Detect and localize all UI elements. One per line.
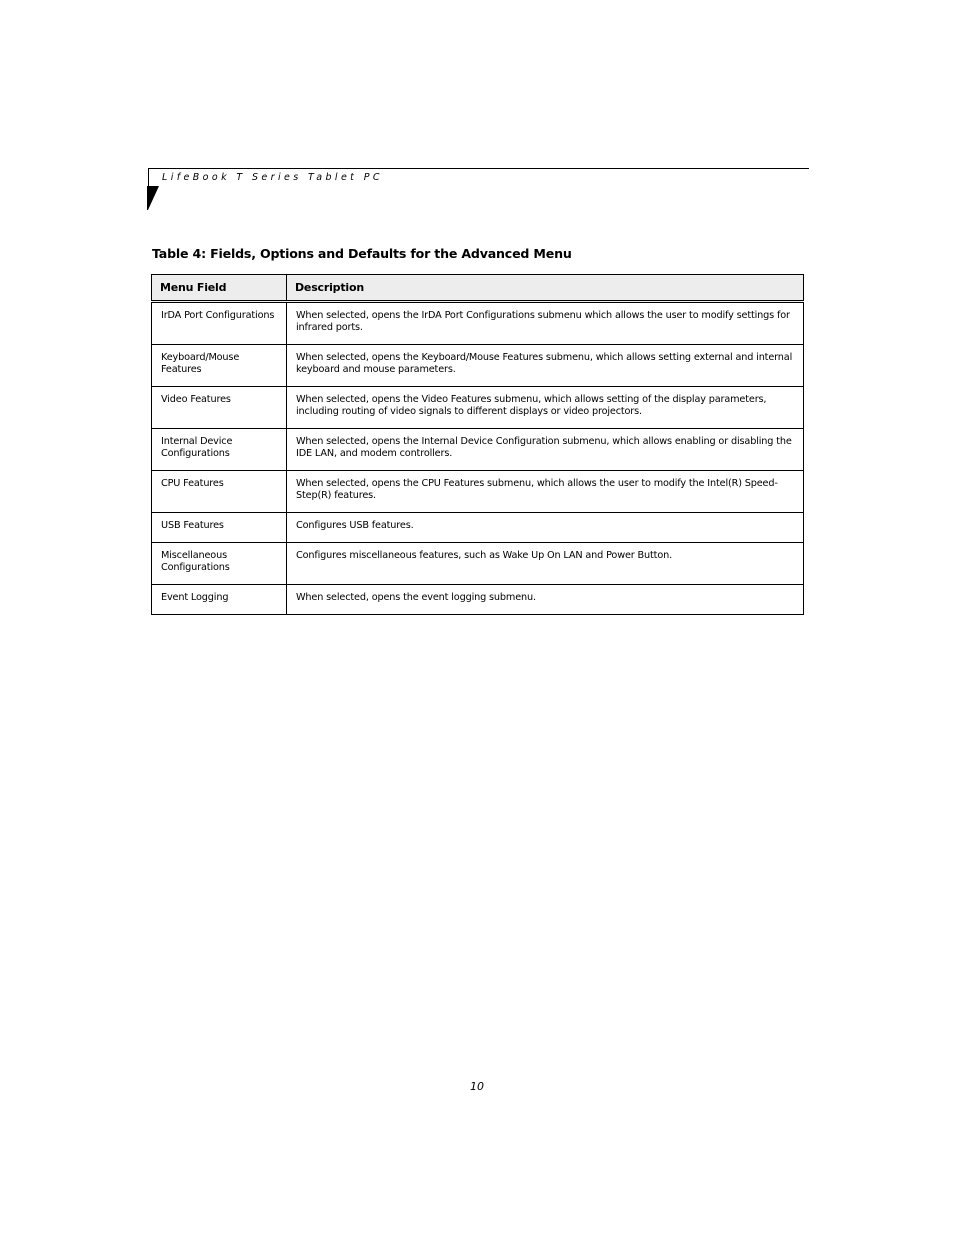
header-rule — [148, 168, 809, 169]
menu-field-cell: Video Features — [152, 387, 287, 429]
table-row — [152, 513, 804, 543]
description-cell: When selected, opens the Video Features submenu, which allows setting of the display parameters, including routing of video signals to different displays or video projectors. — [287, 387, 804, 429]
menu-field-cell: Miscellaneous Configurations — [152, 543, 287, 585]
page-number: 10 — [470, 1080, 484, 1093]
table-row — [152, 585, 804, 615]
running-head: LifeBook T Series Tablet PC — [162, 172, 383, 183]
column-header-menu-field: Menu Field — [152, 275, 287, 302]
description-cell: When selected, opens the IrDA Port Configurations submenu which allows the user to modify settings for infrared ports. — [287, 302, 804, 345]
table-header-row — [152, 275, 804, 302]
menu-field-cell: Event Logging — [152, 585, 287, 615]
menu-field-cell: Keyboard/Mouse Features — [152, 345, 287, 387]
menu-field-cell: USB Features — [152, 513, 287, 543]
menu-field-cell: CPU Features — [152, 471, 287, 513]
description-cell: Configures USB features. — [287, 513, 804, 543]
table-row — [152, 387, 804, 429]
description-cell: When selected, opens the event logging submenu. — [287, 585, 804, 615]
description-cell: When selected, opens the CPU Features submenu, which allows the user to modify the Intel(R) Speed-Step(R) features. — [287, 471, 804, 513]
advanced-menu-table — [151, 274, 804, 615]
description-cell: When selected, opens the Internal Device Configuration submenu, which allows enabling or disabling the IDE LAN, and modem controllers. — [287, 429, 804, 471]
column-header-description: Description — [287, 275, 804, 302]
table-row — [152, 471, 804, 513]
table-title: Table 4: Fields, Options and Defaults for the Advanced Menu — [152, 246, 572, 261]
description-cell: When selected, opens the Keyboard/Mouse Features submenu, which allows setting external and internal keyboard and mouse parameters. — [287, 345, 804, 387]
description-cell: Configures miscellaneous features, such as Wake Up On LAN and Power Button. — [287, 543, 804, 585]
table-row — [152, 302, 804, 345]
menu-field-cell: IrDA Port Configurations — [152, 302, 287, 345]
menu-field-cell: Internal Device Configurations — [152, 429, 287, 471]
header-left-rule — [148, 168, 149, 188]
header-wedge-mark — [147, 186, 159, 210]
table-row — [152, 345, 804, 387]
table-row — [152, 429, 804, 471]
table-row — [152, 543, 804, 585]
